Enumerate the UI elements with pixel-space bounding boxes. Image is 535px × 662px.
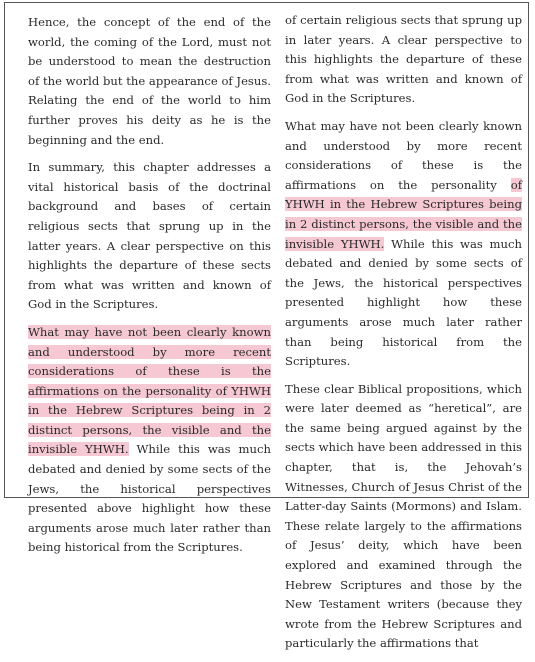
right-paragraph-2 — [285, 117, 522, 372]
left-paragraph-2: In summary, this chapter addresses a vital historical basis of the doctrinal background and bases of certain religious sects that sprung up in the latter years. A clear perspective on this highlights the departure of these sects from what was written and known of God in the Scriptures. — [28, 160, 271, 312]
left-paragraph-3 — [28, 323, 271, 558]
highlighted-text[interactable]: What may have not been clearly known and understood by more recent considerations of these is the affirmations on the personality of YHWH in the Hebrew Scriptures being in 2 distinct persons, the visible and the invisible YHWH. — [28, 324, 271, 457]
highlighted-text[interactable]: of YHWH in the Hebrew Scriptures being in 2 distinct persons, the visible and the invisible YHWH. — [285, 177, 522, 251]
right-column — [285, 11, 522, 662]
right-paragraph-1: of certain religious sects that sprung up in later years. A clear perspective to this highlights the departure of these from what was written and known of God in the Scriptures. — [285, 13, 522, 106]
paragraph-text: While this was much debated and denied by some sects of the Jews, the historical perspectives presented highlight how these arguments arose much later rather than being historical from the Scriptures. — [285, 236, 522, 369]
paragraph-text: While this was much debated and denied by some sects of the Jews, the historical perspectives presented above highlight how these arguments arose much later rather than being historical from the Scriptures. — [28, 442, 271, 555]
right-paragraph-3: These clear Biblical propositions, which were later deemed as “heretical”, are the same being argued against by the sects which have been addressed in this chapter, that is, the Jehovah’s Witnesses, Church of Jesus Christ of the Latter-day Saints (Mormons) and Islam. These relate largely to the affirmations of Jesus’ deity, which have been explored and examined through the Hebrew Scriptures and those by the New Testament writers (because they wrote from the Hebrew Scriptures and particularly the affirmations that — [285, 381, 522, 651]
page-frame — [4, 2, 529, 651]
paragraph-text: What may have not been clearly known and understood by more recent considerations of these is the affirmations on the personality — [285, 118, 522, 192]
left-column — [28, 13, 271, 566]
left-paragraph-1: Hence, the concept of the end of the world, the coming of the Lord, must not be understood to mean the destruction of the world but the appearance of Jesus. Relating the end of the world to him further proves his deity as he is the beginning and the end. — [28, 15, 271, 147]
